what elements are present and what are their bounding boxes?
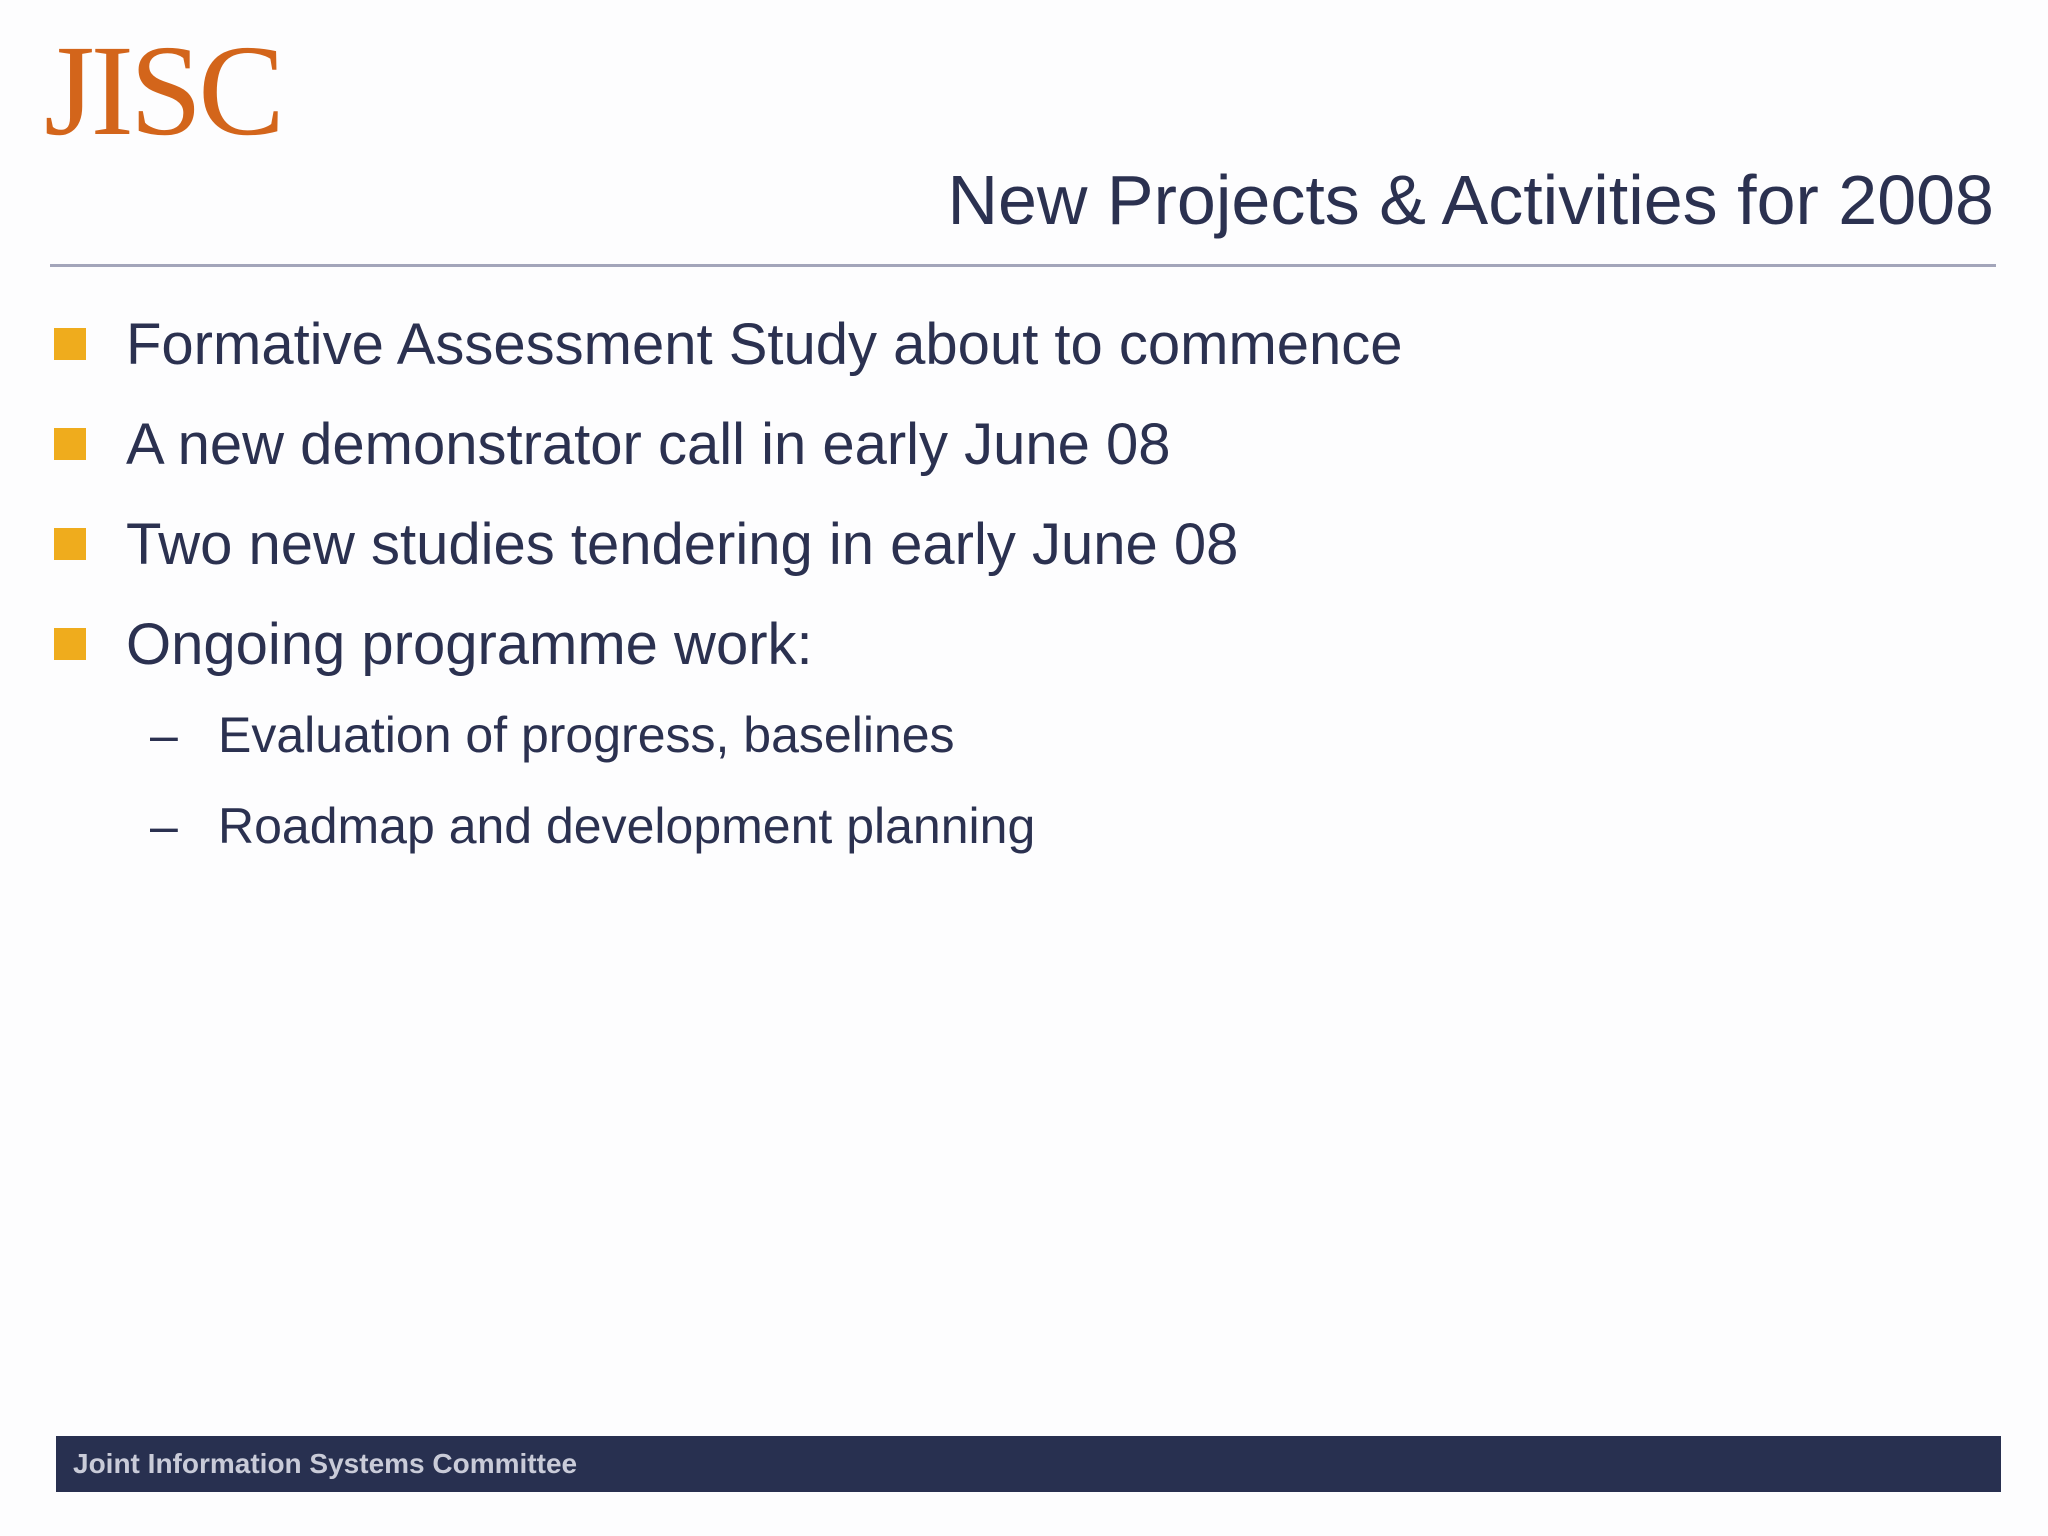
sub-bullet-text: Roadmap and development planning <box>218 798 1036 854</box>
bullet-text: A new demonstrator call in early June 08 <box>126 412 1171 477</box>
bullet-text: Ongoing programme work: <box>126 612 813 677</box>
footer-bar <box>56 1436 2001 1492</box>
sub-bullet-dash: – <box>150 707 178 763</box>
jisc-logo: JISC <box>44 19 281 163</box>
sub-bullet-dash: – <box>150 798 178 854</box>
title-divider <box>50 264 1996 267</box>
bullet-text: Two new studies tendering in early June 08 <box>126 512 1239 577</box>
bullet-square-icon <box>54 428 86 460</box>
sub-bullet-text: Evaluation of progress, baselines <box>218 707 955 763</box>
slide-title: New Projects & Activities for 2008 <box>947 161 1994 239</box>
footer-text: Joint Information Systems Committee <box>73 1448 578 1479</box>
bullet-text: Formative Assessment Study about to commence <box>126 312 1403 377</box>
bullet-square-icon <box>54 328 86 360</box>
bullet-square-icon <box>54 528 86 560</box>
bullet-square-icon <box>54 628 86 660</box>
